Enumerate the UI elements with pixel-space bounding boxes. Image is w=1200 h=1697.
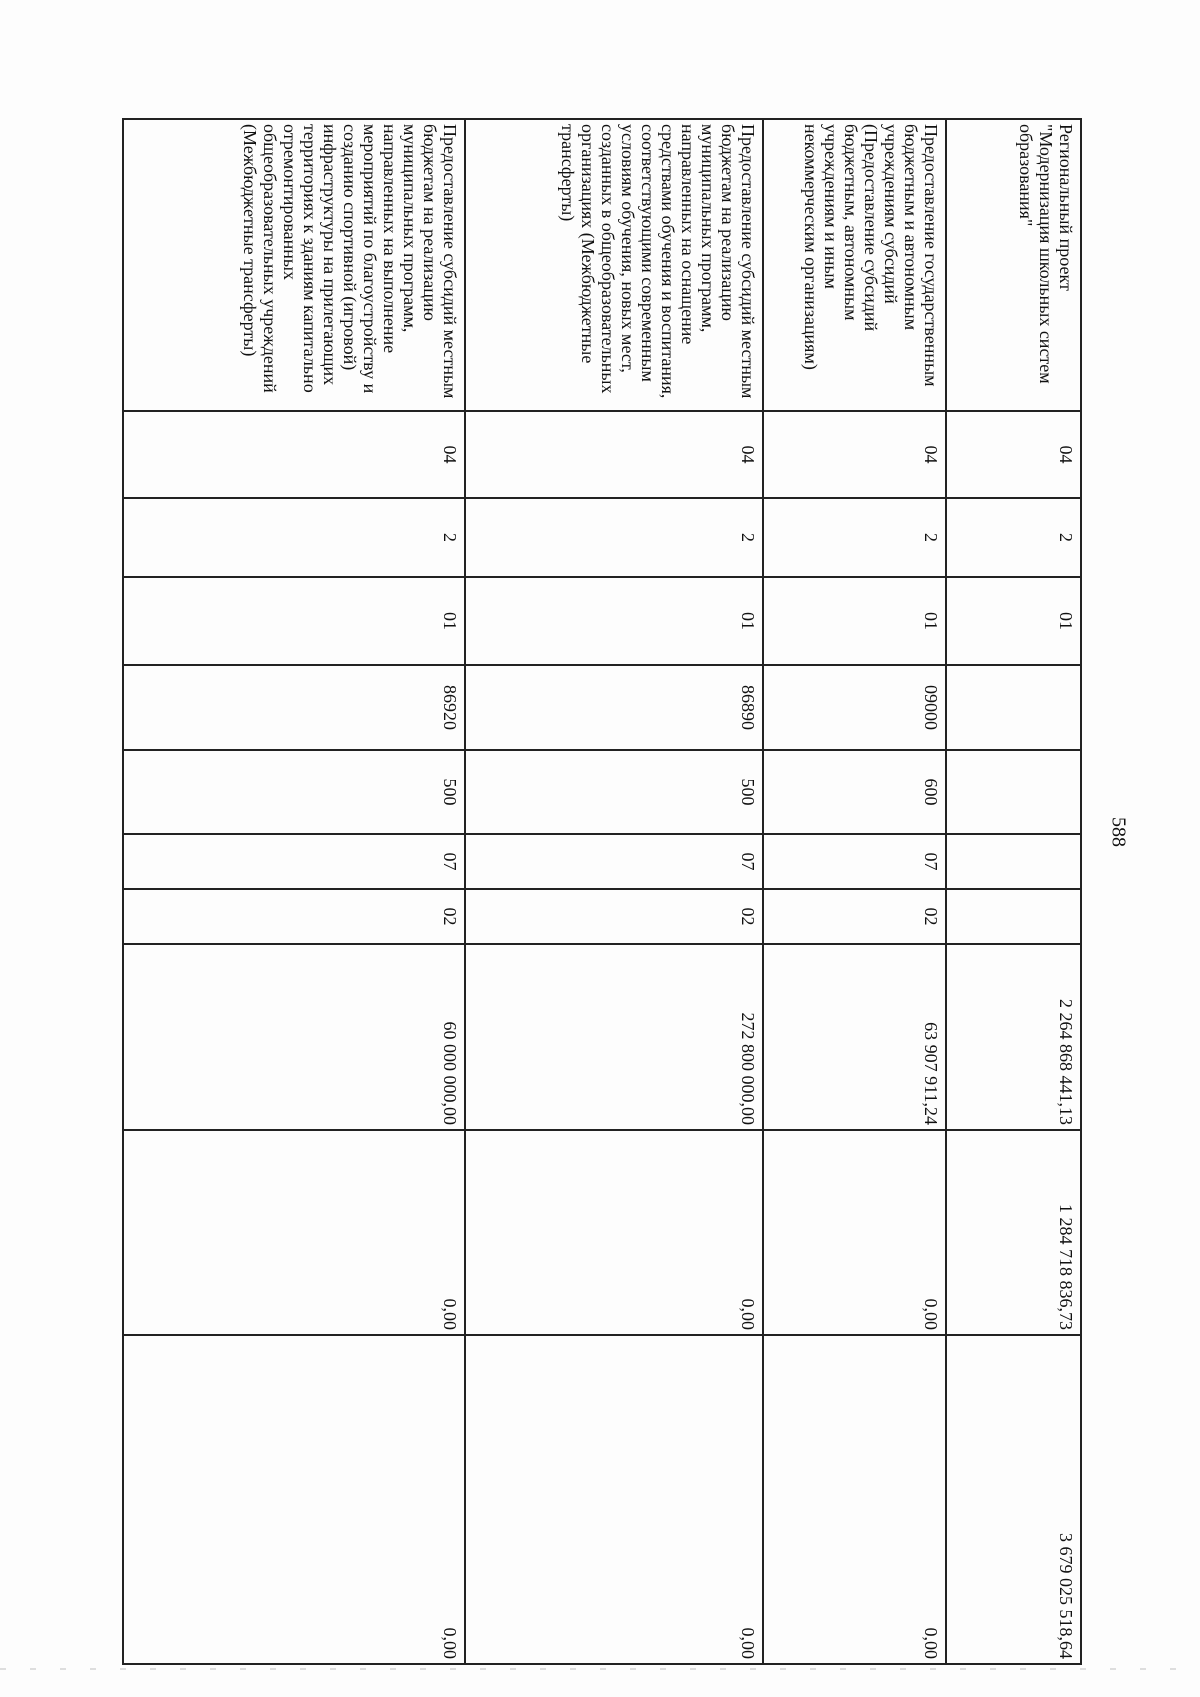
table-row — [946, 119, 1081, 1664]
table-row — [763, 119, 946, 1664]
amount-year-1: 2 264 868 441,13 — [946, 944, 1081, 1130]
subprogram-code: 2 — [763, 498, 946, 577]
subprogram-code: 2 — [465, 498, 763, 577]
amount-year-2: 0,00 — [763, 1130, 946, 1335]
table-row — [465, 119, 763, 1664]
row-name: Предоставление субсидий местным бюджетам на реализацию муниципальных программ, направленных на выполнение мероприятий по благоустройству и созданию спортивной (игровой) инфраструктуры на прилегающих территориях к зданиям капитально отремонтированных общеобразовательных учреждений (Межбюджетные трансферты) — [123, 119, 465, 411]
section-code: 07 — [763, 834, 946, 889]
scan-edge-artifact — [0, 1668, 1200, 1670]
program-code: 04 — [123, 411, 465, 498]
subsection-code: 02 — [763, 889, 946, 944]
rotated-table-frame — [124, 118, 1082, 1663]
program-code: 04 — [946, 411, 1081, 498]
subsection-code — [946, 889, 1081, 944]
amount-year-3: 0,00 — [465, 1335, 763, 1664]
direction-code — [946, 665, 1081, 750]
expense-type-code: 500 — [123, 750, 465, 834]
row-name: Предоставление субсидий местным бюджетам на реализацию муниципальных программ, направленных на оснащение средствами обучения и воспитания, соответствующими современным условиям обучения, новых мест, созданных в общеобразовательных организациях (Межбюджетные трансферты) — [465, 119, 763, 411]
program-code: 04 — [763, 411, 946, 498]
amount-year-1: 60 000 000,00 — [123, 944, 465, 1130]
row-name: Предоставление государственным бюджетным и автономным учреждениям субсидий (Предоставление субсидий бюджетным, автономным учреждениям и иным некоммерческим организациям) — [763, 119, 946, 411]
amount-year-2: 1 284 718 836,73 — [946, 1130, 1081, 1335]
direction-code: 09000 — [763, 665, 946, 750]
program-code: 04 — [465, 411, 763, 498]
subprogram-code: 2 — [123, 498, 465, 577]
subsection-code: 02 — [123, 889, 465, 944]
page-number: 588 — [1107, 817, 1130, 847]
direction-code: 86920 — [123, 665, 465, 750]
table-row — [123, 119, 465, 1664]
amount-year-2: 0,00 — [123, 1130, 465, 1335]
expense-type-code — [946, 750, 1081, 834]
project-code: 01 — [763, 577, 946, 665]
expense-type-code: 500 — [465, 750, 763, 834]
amount-year-1: 272 800 000,00 — [465, 944, 763, 1130]
section-code: 07 — [123, 834, 465, 889]
amount-year-3: 3 679 025 518,64 — [946, 1335, 1081, 1664]
budget-table — [122, 118, 1082, 1665]
section-code: 07 — [465, 834, 763, 889]
subprogram-code: 2 — [946, 498, 1081, 577]
expense-type-code: 600 — [763, 750, 946, 834]
amount-year-1: 63 907 911,24 — [763, 944, 946, 1130]
section-code — [946, 834, 1081, 889]
project-code: 01 — [465, 577, 763, 665]
direction-code: 86890 — [465, 665, 763, 750]
project-code: 01 — [946, 577, 1081, 665]
project-code: 01 — [123, 577, 465, 665]
subsection-code: 02 — [465, 889, 763, 944]
amount-year-3: 0,00 — [763, 1335, 946, 1664]
amount-year-3: 0,00 — [123, 1335, 465, 1664]
amount-year-2: 0,00 — [465, 1130, 763, 1335]
row-name: Региональный проект "Модернизация школьных систем образования" — [946, 119, 1081, 411]
